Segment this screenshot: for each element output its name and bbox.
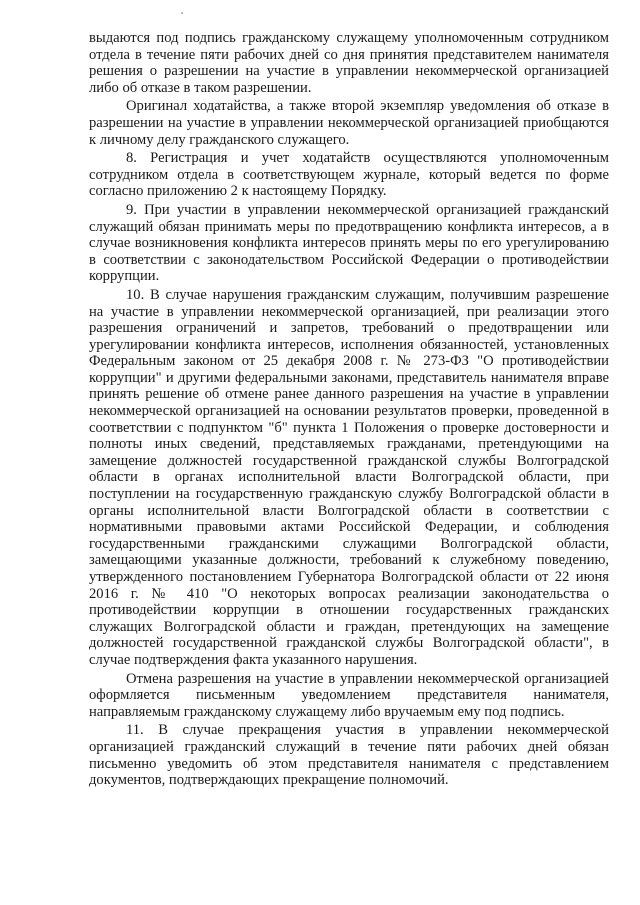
- paragraph-permission-cancellation: Отмена разрешения на участие в управлении некоммерческой организацией оформляется письменным уведомлением представителя нанимателя, направляемым гражданскому служащему либо вручаемым ему под подпись.: [89, 670, 609, 720]
- document-page: [89, 30, 609, 791]
- paragraph-9-conflict-of-interest: 9. При участии в управлении некоммерческой организацией гражданский служащий обязан принимать меры по предотвращению конфликта интересов, а в случае возникновения конфликта интересов принять меры по его урегулированию в соответствии с законодательством Российской Федерации о противодействии коррупции.: [89, 201, 609, 285]
- paragraph-continuation: выдаются под подпись гражданскому служащему уполномоченным сотрудником отдела в течение пяти рабочих дней со дня принятия представителем нанимателя решения о разрешении на участие в управлении некоммерческой организацией либо об отказе в таком разрешении.: [89, 30, 609, 96]
- paragraph-11-termination: 11. В случае прекращения участия в управлении некоммерческой организацией гражданский служащий в течение пяти рабочих дней обязан письменно уведомить об этом представителя нанимателя с представлением документов, подтверждающих прекращение полномочий.: [89, 722, 609, 789]
- scan-artifact-dot: [181, 12, 183, 14]
- paragraph-8-registration: 8. Регистрация и учет ходатайств осуществляются уполномоченным сотрудником отдела в соответствующем журнале, который ведется по форме согласно приложению 2 к настоящему Порядку.: [89, 150, 609, 200]
- paragraph-original-petition: Оригинал ходатайства, а также второй экземпляр уведомления об отказе в разрешении на участие в управлении некоммерческой организацией приобщаются к личному делу гражданского служащего.: [89, 98, 609, 148]
- paragraph-10-violation: 10. В случае нарушения гражданским служащим, получившим разрешение на участие в управлении некоммерческой организацией, при реализации этого разрешения ограничений и запретов, требований о предотвращении или урегулировании конфликта интересов, исполнения обязанностей, установленных Федеральным законом от 25 декабря 2008 г. № 273-ФЗ "О противодействии коррупции" и другими федеральными законами, представитель нанимателя вправе принять решение об отмене ранее данного разрешения на участие в управлении некоммерческой организацией на основании результатов проверки, проведенной в соответствии с подпунктом "б" пункта 1 Положения о проверке достоверности и полноты иных сведений, представляемых гражданами, претендующими на замещение должностей государственной гражданской службы Волгоградской области в органах исполнительной власти Волгоградской области, при поступлении на государственную гражданскую службу Волгоградской области в органы исполнительной власти Волгоградской области в соответствии с нормативными правовыми актами Российской Федерации, и соблюдения государственными гражданскими служащими Волгоградской области, замещающими указанные должности, требований к служебному поведению, утвержденного постановлением Губернатора Волгоградской области от 22 июня 2016 г. № 410 "О некоторых вопросах реализации законодательства о противодействии коррупции в отношении государственных гражданских служащих Волгоградской области и граждан, претендующих на замещение должностей государственной гражданской службы Волгоградской области", в случае подтверждения факта указанного нарушения.: [89, 286, 609, 668]
